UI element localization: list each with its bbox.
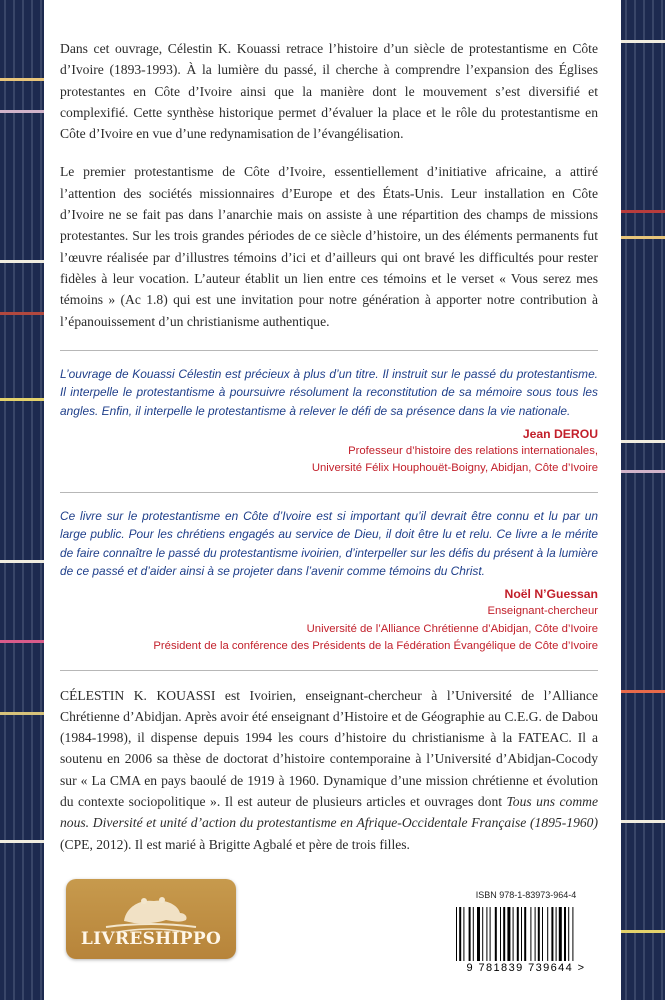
fabric-thread [621,236,665,239]
barcode-bar [568,907,569,961]
barcode-bar [538,907,540,961]
barcode-bar [521,907,522,961]
fabric-thread [621,210,665,213]
bio-book-title: Tous uns comme nous. Diversité et unité d’action du protestantisme en Afrique-Occidentale Française (1895-1960) [60,794,598,831]
back-cover-text [60,38,598,855]
barcode-bar [482,907,483,961]
fabric-thread [0,712,44,715]
barcode-bar [469,907,471,961]
publisher-logo-text: LIVRESHIPPO [80,929,222,949]
barcode-bar [556,907,557,961]
barcode-bar [547,907,548,961]
barcode-bar [559,907,562,961]
barcode-bar [459,907,461,961]
barcode-bar [463,907,464,961]
bio-text-end: (CPE, 2012). Il est marié à Brigitte Agbalé et père de trois filles. [60,836,410,852]
barcode-bar [524,907,526,961]
barcode-bar [473,907,474,961]
divider-3 [60,670,598,671]
isbn-label: ISBN 978-1-83973-964-4 [475,890,577,900]
barcode-bar [551,907,553,961]
review-2-author: Noël N’Guessan [504,587,598,602]
barcode-bar [495,907,497,961]
barcode-bar [542,907,543,961]
review-1 [60,365,598,478]
fabric-thread [0,560,44,563]
review-1-quote: L’ouvrage de Kouassi Célestin est précieux à plus d’un titre. Il instruit sur le passé du protestantisme. Il interpelle le protestantisme à poursuivre résolument la reconstitution de sa mémoire sous tous les angles. Enfin, il interpelle le protestantisme à relever le défi de sa présence dans la vie nationale. [60,366,598,419]
divider-1 [60,350,598,351]
barcode-bar [564,907,566,961]
fabric-thread [621,820,665,823]
fabric-thread [0,398,44,401]
fabric-thread [0,840,44,843]
barcode-bar [517,907,519,961]
review-1-author: Jean DEROU [522,426,598,441]
barcode-bar [513,907,514,961]
intro-paragraph-2: Le premier protestantisme de Côte d’Ivoire, essentiellement d’initiative africaine, a attiré l’attention des sociétés missionnaires d’Europe et des États-Unis. Leur installation en Côte d’Ivoire ne se fait pas dans l’anarchie mais on assiste à une répartition des champs de missions protestantes. Sur les trois grandes périodes de ce siècle d’histoire, un des éléments permanents fut l’œuvre réalisée par d’illustres témoins d’ici et d’ailleurs qui ont bravé les difficultés pour rester fidèles à leur vocation. L’auteur établit un lien entre ces témoins et le verset « Vous serez mes témoins » (Ac 1.8) qui est une invitation pour notre génération à apporter notre contribution à l’épanouissement d’un christianisme authentique. [60,164,598,329]
barcode-bar [500,907,501,961]
review-2 [60,507,598,656]
barcode-bar [503,907,505,961]
fabric-thread [621,470,665,473]
fabric-thread [621,40,665,43]
fabric-thread [621,440,665,443]
review-1-role-line-2: Université Félix Houphouët-Boigny, Abidjan, Côte d’Ivoire [311,462,598,475]
left-fabric-border [0,0,44,1000]
publisher-logo [66,879,236,959]
review-2-quote: Ce livre sur le protestantisme en Côte d’Ivoire est si important qu’il devrait être connu et lu par un large public. Pour les chrétiens engagés au service de Dieu, il doit être lu et relu. Ce livre a le mérite de faire connaître le passé du protestantisme ivoirien, d’interpeller sur les défis du présent à la lumière de ce passé et d’aider ainsi à se projeter dans l’avenir comme témoins du Christ. [60,508,599,579]
fabric-thread [0,110,44,113]
bio-text-start: CÉLESTIN K. KOUASSI est Ivoirien, enseignant-chercheur à l’Université de l’Alliance Chrétienne d’Abidjan. Après avoir été enseignant d’Histoire et de Géographie au C.E.G. de Dabou (1984-1998), il dispense depuis 1994 les cours d’histoire du christianisme à la FATEAC. Il a soutenu en 2006 sa thèse de doctorat d’histoire contemporaine à l’Université d’Abidjan-Cocody sur « La CMA en pays baoulé de 1919 à 1960. Dynamique d’une mission chrétienne et évolution du contexte sociopolitique ». Il est auteur de plusieurs articles et ouvrages dont [60,687,598,809]
barcode-bar [477,907,480,961]
fabric-thread [621,690,665,693]
barcode-bar [490,907,491,961]
author-biography [60,685,598,855]
barcode-bar [530,907,531,961]
intro-paragraph-1: Dans cet ouvrage, Célestin K. Kouassi retrace l’histoire d’un siècle de protestantisme en Côte d’Ivoire (1893-1993). À la lumière du passé, il cherche à comprendre l’expansion des Églises protestantes en Côte d’Ivoire ainsi que la manière dont le mouvement s’est diversifié et complexifié. Cette synthèse historique permet d’évaluer la place et le rôle du protestantisme en Côte d’Ivoire en vue d’une redynamisation de l’évangélisation. [60,41,598,142]
fabric-thread [0,312,44,315]
barcode-bar [507,907,510,961]
divider-2 [60,492,598,493]
fabric-thread [0,78,44,81]
review-1-role-line-1: Professeur d’histoire des relations internationales, [348,444,598,457]
right-fabric-border [621,0,665,1000]
barcode-bar [572,907,573,961]
fabric-thread [0,640,44,643]
fabric-thread [621,930,665,933]
review-2-role-line-3: Président de la conférence des Présidents de la Fédération Évangélique de Côte d’Ivoire [153,640,598,653]
barcode-bar [486,907,487,961]
review-2-role-line-2: Université de l’Alliance Chrétienne d’Abidjan, Côte d’Ivoire [306,622,598,635]
fabric-thread [0,260,44,263]
barcode-bar [535,907,536,961]
barcode-digits: 9 781839 739644 > [452,962,600,974]
review-2-role-line-1: Enseignant-chercheur [487,605,598,618]
barcode-bar [456,907,457,961]
